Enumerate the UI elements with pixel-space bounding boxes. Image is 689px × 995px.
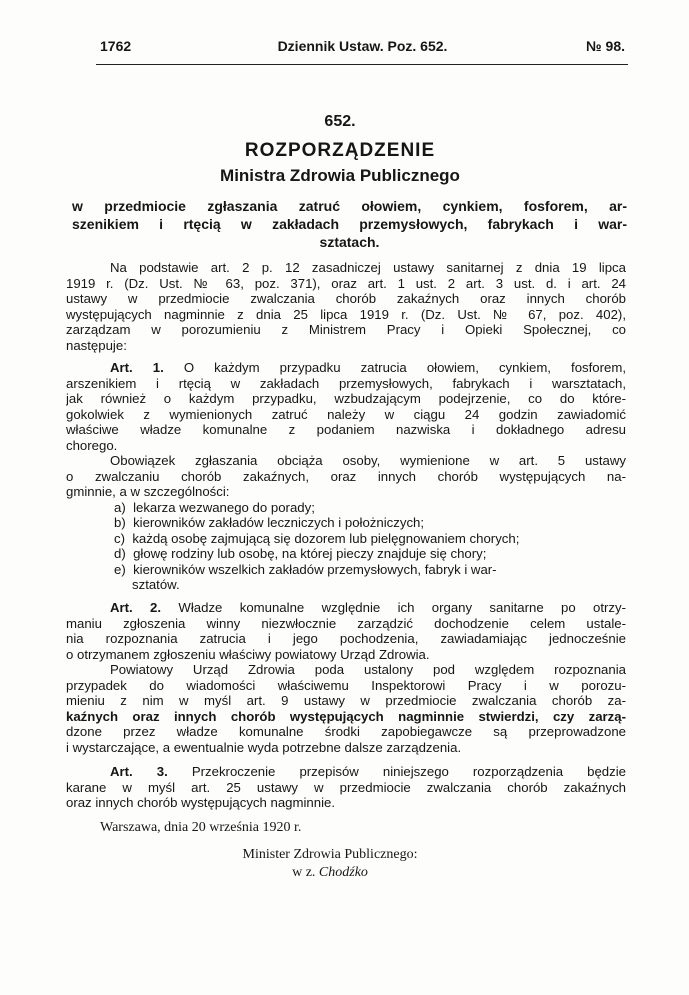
article-2-line: nia rozpoznania zatrucia i jego pochodzenia, zawiadamiając jednocześnie — [66, 631, 626, 646]
article-2-line: przypadek do wiadomości właściwemu Inspektorowi Pracy i w porozu- — [66, 677, 626, 693]
preamble-line: 1919 r. (Dz. Ust. № 63, poz. 371), oraz art. 1 ust. 2 art. 3 ust. d. i art. 24 — [66, 275, 626, 291]
document-issuer: Ministra Zdrowia Publicznego — [220, 166, 460, 185]
article-1-line: gokolwiek z wymienionych zatruć należy w ciągu 24 godzin zawiadomić — [66, 406, 626, 422]
signature-title: Minister Zdrowia Publicznego: — [242, 847, 418, 862]
article-2-line: o otrzymanem zgłoszeniu właściwy powiatowy Urząd Zdrowia. — [66, 646, 430, 662]
document-title: ROZPORZĄDZENIE — [244, 140, 436, 161]
article-3-line: oraz innych chorób występujących nagminnie. — [66, 795, 336, 810]
page-number: 1762 — [100, 38, 132, 54]
list-item: e) kierowników wszelkich zakładów przemysłowych, fabryk i war- — [114, 561, 497, 577]
article-1-line: chorego. — [66, 437, 118, 453]
article-3-label: Art. 3. — [110, 764, 168, 779]
article-1-label: Art. 1. — [110, 360, 164, 375]
article-1-line: arszenikiem i rtęcią w zakładach przemysłowych, fabrykach i warsztatach, — [66, 375, 626, 391]
list-item: a) lekarza wezwanego do porady; — [114, 499, 315, 515]
preamble — [66, 260, 626, 353]
preamble-line: ustawy w przedmiocie zwalczania chorób zakaźnych oraz innych chorób — [66, 291, 626, 306]
preamble-line: Na podstawie art. 2 p. 12 zasadniczej ustawy sanitarnej z dnia 19 lipca — [110, 260, 626, 275]
article-2-line: maniu zgłoszenia winny niezwłocznie zarządzić dochodzenie celem ustale- — [66, 615, 626, 631]
place-and-date: Warszawa, dnia 20 września 1920 r. — [100, 820, 302, 835]
article-2-line: kaźnych oraz innych chorób występujących nagminnie stwierdzi, czy zarzą- — [66, 708, 626, 724]
article-2 — [66, 600, 626, 755]
preamble-line: występujących nagminnie z dnia 25 lipca 1919 r. (Dz. Ust. № 67, poz. 402), — [66, 306, 626, 322]
article-1-line: jak również o każdym przypadku, wzbudzającym podejrzenie, co do które- — [66, 391, 626, 406]
preamble-line: zarządzam w porozumieniu z Ministrem Pracy i Opieki Społecznej, co — [66, 322, 626, 337]
article-1-line: właściwe władze komunalne z podaniem nazwiska i dokładnego adresu — [66, 422, 626, 437]
article-1-line: o zwalczaniu chorób zakaźnych, oraz innych chorób występujących na- — [66, 468, 626, 484]
subject-line: sztatach. — [319, 234, 380, 250]
document-subject — [72, 197, 627, 251]
article-3-line: karane w myśl art. 25 ustawy w przedmiocie zwalczania chorób zakaźnych — [66, 779, 626, 795]
list-item: b) kierowników zakładów leczniczych i położniczych; — [114, 515, 425, 530]
issue-number: № 98. — [586, 38, 625, 54]
article-1 — [66, 360, 626, 593]
article-1-line: gminnie, a w szczególności: — [66, 484, 230, 499]
running-header — [100, 38, 625, 60]
article-1-line: Art. 1. O każdym przypadku zatrucia ołowiem, cynkiem, fosforem, — [110, 360, 626, 375]
list-item-continuation: sztatów. — [132, 577, 180, 592]
subject-line: w przedmiocie zgłaszania zatruć ołowiem, cynkiem, fosforem, ar- — [72, 198, 627, 214]
list-item: d) głowę rodziny lub osobę, na której pieczy znajduje się chory; — [114, 546, 487, 561]
article-2-line: dzone przez władze komunalne środki zapobiegawcze są przeprowadzone — [66, 724, 626, 739]
article-2-label: Art. 2. — [110, 600, 162, 615]
signature-line: w z. Chodźko — [292, 865, 368, 880]
subject-line: szenikiem i rtęcią w zakładach przemysłowych, fabrykach i war- — [72, 216, 627, 232]
article-2-line: mieniu z nim w myśl art. 9 ustawy w przedmiocie zwalczania chorób za- — [66, 693, 626, 708]
article-1-line: Obowiązek zgłaszania obciąża osoby, wymienione w art. 5 ustawy — [110, 453, 626, 468]
signature-block — [160, 846, 500, 882]
article-3-line: Art. 3. Przekroczenie przepisów niniejszego rozporządzenia będzie — [110, 764, 626, 779]
article-2-line: i wystarczające, a ewentualnie wyda potrzebne dalsze zarządzenia. — [66, 739, 462, 755]
signature-name: Chodźko — [318, 865, 368, 880]
list-item: c) każdą osobę zajmującą się dozorem lub pielęgnowaniem chorych; — [114, 530, 520, 546]
article-3 — [66, 764, 626, 811]
header-rule — [96, 64, 628, 65]
article-2-line: Art. 2. Władze komunalne względnie ich organy sanitarne po otrzy- — [110, 600, 626, 615]
position-number: 652. — [324, 113, 356, 130]
journal-title: Dziennik Ustaw. Poz. 652. — [277, 38, 448, 54]
article-2-line: Powiatowy Urząd Zdrowia poda ustalony pod względem rozpoznania — [110, 662, 626, 677]
preamble-line: następuje: — [66, 337, 127, 353]
